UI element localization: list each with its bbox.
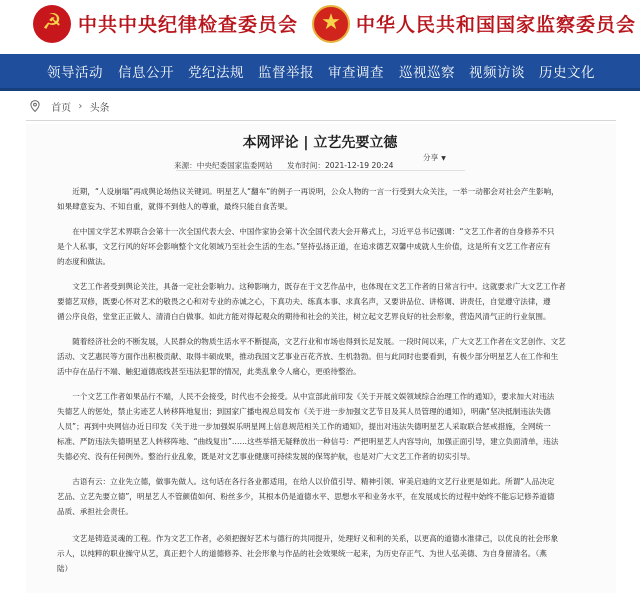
paragraph-line: 人员”；再到中央网信办近日印发《关于进一步加强娱乐明星网上信息规范相关工作的通知》，提出对违法失德明星艺人采取联合惩戒措施，全网统一 [57, 422, 551, 431]
nav-item-report[interactable]: 监督举报 [258, 65, 314, 81]
main-nav [0, 54, 640, 91]
breadcrumb [30, 99, 110, 115]
chevron-down-icon: ▼ [441, 155, 446, 162]
article-paragraph [57, 474, 612, 519]
paragraph-line: 是个人私事，文艺行风的好坏会影响整个文化领域乃至社会生活的生态。”坚持弘扬正道，在追求德艺双馨中成就人生价值，这是所有文艺工作者应有 [57, 242, 551, 251]
paragraph-line: 近期，“人设崩塌”再成舆论场热议关键词。明星艺人“翻车”的例子一再说明，公众人物的一言一行受到大众关注，一举一动都会对社会产生影响， [72, 187, 559, 196]
paragraph-line: 随着经济社会的不断发展，人民群众的物质生活水平不断提高，文艺行业和市场也得到长足发展。一段时间以来，广大文艺工作者在文艺创作、文艺 [72, 337, 566, 346]
paragraph-line: 在中国文学艺术界联合会第十一次全国代表大会、中国作家协会第十次全国代表大会开幕式上，习近平总书记强调：“文艺工作者的自身修养不只 [72, 227, 555, 236]
nav-item-info[interactable]: 信息公开 [118, 65, 174, 81]
article-paragraph [57, 334, 612, 379]
article-source: 来源：中央纪委国家监委网站 [174, 161, 273, 170]
party-emblem-icon: ☭ [33, 5, 71, 43]
paragraph-line: 艺品、立艺先要立德”，明星艺人不管颜值如何、粉丝多少，其根本仍是道德水平、思想水平和业务水平，在发展成长的过程中始终不能忘记修养道德 [57, 492, 555, 501]
header-divider [26, 120, 616, 121]
site-header [0, 0, 640, 54]
paragraph-line: 示人，以纯粹的职业操守从艺，真正把个人的道德修养、社会形象与作品的社会效果统一起来，为历史存正气、为世人弘美德、为自身留清名。（燕 [57, 549, 547, 558]
article-paragraph [57, 279, 612, 324]
nav-item-regulations[interactable]: 党纪法规 [188, 65, 244, 81]
paragraph-line: 如果肆意妄为、不知自重，就得不到他人的尊重，最终只能自食苦果。 [57, 202, 293, 211]
breadcrumb-home[interactable]: 首页 [51, 103, 72, 114]
paragraph-line: 循公序良俗，堂堂正正做人、清清白白做事。如此方能对得起观众的期待和社会的关注，树立起文艺界良好的社会形象，营造风清气正的行业氛围。 [57, 312, 551, 321]
breadcrumb-current[interactable]: 头条 [89, 103, 110, 114]
paragraph-line: 活中存在品行不端、触犯道德底线甚至违法犯罪的情况，此类乱象令人痛心，更亟待整治。 [57, 367, 361, 376]
paragraph-line: 活动、文艺惠民等方面作出积极贡献、取得丰硕成果，推动我国文艺事业百花齐放、生机勃勃。但与此同时也要看到，有极少部分明星艺人在工作和生 [57, 352, 559, 361]
paragraph-line: 文艺工作者受到舆论关注，具备一定社会影响力。这种影响力，既存在于文艺作品中，也体现在文艺工作者的日常言行中。这就要求广大文艺工作者 [72, 282, 566, 291]
paragraph-line: 古语有云：立业先立德，做事先做人。这句话在各行各业都适用，在给人以价值引导、精神引领、审美启迪的文艺行业更是如此。所谓“人品决定 [72, 477, 555, 486]
paragraph-line: 的态度和做法。 [57, 257, 111, 266]
paragraph-line: 失德必究、没有任何例外。整治行业乱象，既是对文艺事业健康可持续发展的保驾护航，也是对广大文艺工作者的切实引导。 [57, 452, 475, 461]
paragraph-line: 文艺是铸造灵魂的工程。作为文艺工作者，必须把握好艺术与德行的共同提升，处理好义和利的关系，以更高的道德水准律己，以优良的社会形象 [72, 534, 559, 543]
article-paragraph [57, 224, 612, 269]
article-paragraph [57, 184, 612, 214]
share-label: 分享 [423, 153, 439, 162]
paragraph-line: 失德艺人的惩处，禁止劣迹艺人转移阵地复出；到国家广播电视总局发布《关于进一步加强文艺节目及其人员管理的通知》，明确“坚决抵制违法失德 [57, 407, 551, 416]
national-emblem-icon: ★ [312, 5, 350, 43]
nav-item-leadership[interactable]: 领导活动 [47, 65, 103, 81]
right-org-name[interactable]: 中华人民共和国国家监察委员会 [356, 14, 637, 36]
nav-item-video[interactable]: 视频访谈 [469, 65, 525, 81]
nav-item-inspection[interactable]: 巡视巡察 [399, 65, 455, 81]
paragraph-line: 品质、承担社会责任。 [57, 507, 133, 516]
location-pin-icon [30, 100, 40, 112]
breadcrumb-separator: › [78, 101, 83, 112]
paragraph-line: 一个文艺工作者如果品行不端，人民不会接受，时代也不会接受。从中宣部此前印发《关于开展文娱领域综合治理工作的通知》，要求加大对违法 [72, 392, 555, 401]
article-published-time: 发布时间：2021-12-19 20:24 [287, 161, 394, 170]
nav-item-investigation[interactable]: 审查调查 [328, 65, 384, 81]
meta-divider [176, 170, 465, 171]
paragraph-line: 要德艺双修，既要心怀对艺术的敬畏之心和对专业的赤诚之心，下真功夫、练真本事、求真名声，又要讲品位、讲格调、讲责任，自觉遵守法律，遵 [57, 297, 551, 306]
paragraph-line: 陆） [57, 564, 73, 573]
share-button[interactable] [423, 152, 446, 163]
paragraph-line: 标准、严防违法失德明星艺人转移阵地、“曲线复出”……这些举措无疑释放出一种信号：严把明星艺人内容导向，加强正面引导，建立负面清单，违法 [57, 437, 559, 446]
left-org-name[interactable]: 中共中央纪律检查委员会 [78, 14, 299, 36]
article-title: 本网评论 | 立艺先要立德 [242, 135, 398, 151]
article-paragraph [57, 389, 612, 464]
article-paragraph [57, 531, 612, 576]
nav-item-history[interactable]: 历史文化 [539, 65, 595, 81]
